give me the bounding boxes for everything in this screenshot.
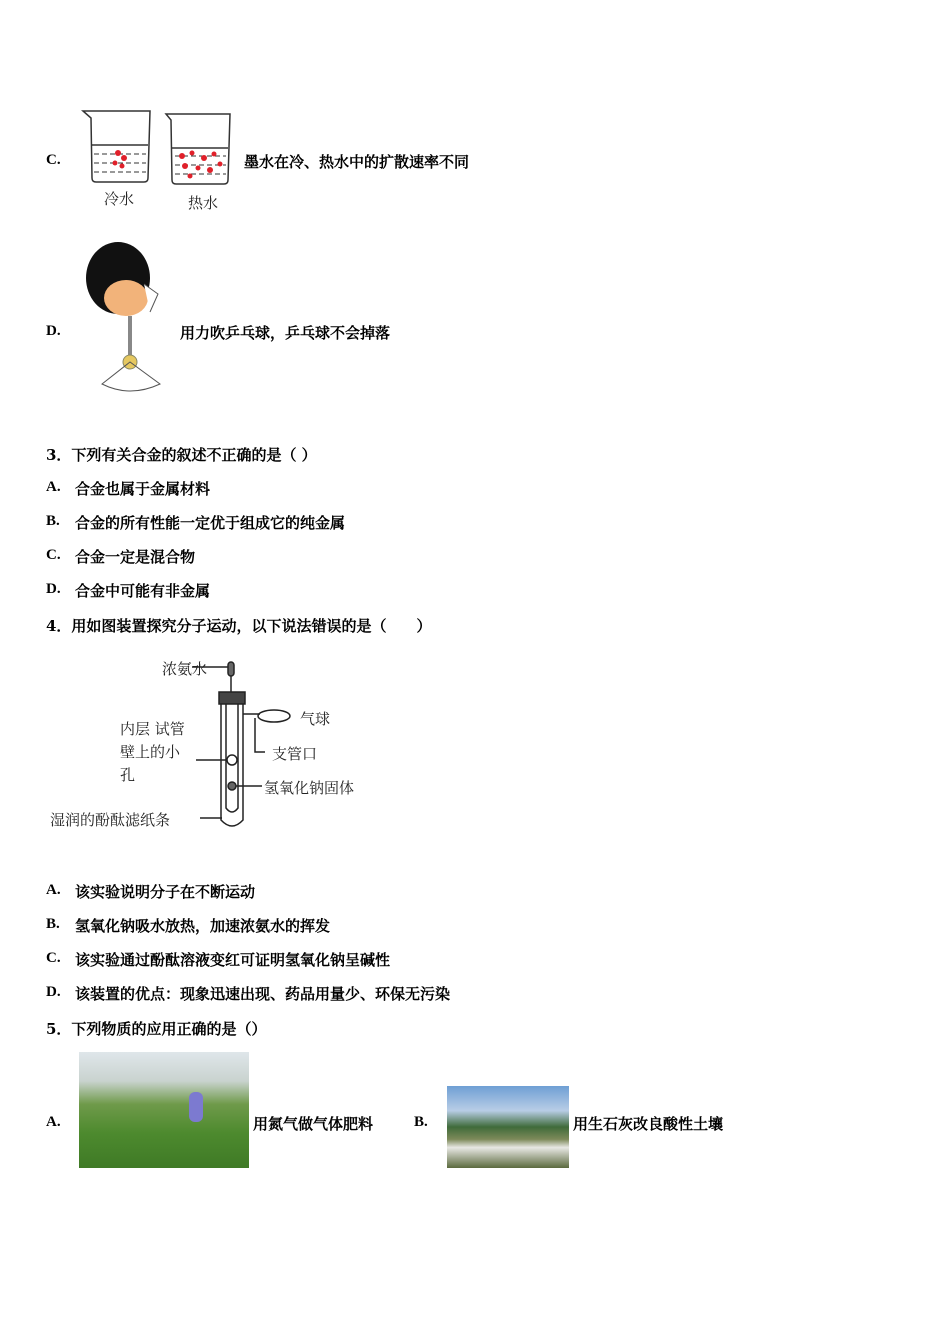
diagram-label: 孔 <box>120 766 136 784</box>
option-letter: D. <box>46 581 61 597</box>
option-letter: D. <box>46 984 61 1000</box>
option-letter: A. <box>46 882 61 898</box>
beakers-figure <box>80 108 240 188</box>
cold-water-label: 冷水 <box>104 190 135 208</box>
option-letter: B. <box>414 1114 428 1130</box>
option-letter: C. <box>46 547 61 563</box>
option-text: 合金中可能有非金属 <box>75 582 211 600</box>
option-text: 氢氧化钠吸水放热，加速浓氨水的挥发 <box>75 917 331 935</box>
option-letter: C. <box>46 152 61 168</box>
diagram-label: 氢氧化钠固体 <box>264 779 355 797</box>
option-letter: A. <box>46 479 61 495</box>
diagram-label: 浓氨水 <box>162 660 208 678</box>
question-stem: 4．用如图装置探究分子运动，以下说法错误的是（ ） <box>46 617 432 635</box>
diagram-label: 内层 试管 <box>120 720 185 738</box>
greenhouse-photo <box>79 1052 249 1168</box>
question-stem: 5．下列物质的应用正确的是（） <box>46 1020 267 1038</box>
option-letter: B. <box>46 916 60 932</box>
option-text: 合金一定是混合物 <box>75 548 196 566</box>
diagram-label: 支管口 <box>272 745 318 763</box>
option-letter: A. <box>46 1114 61 1130</box>
option-letter: B. <box>46 513 60 529</box>
diagram-label: 湿润的酚酞滤纸条 <box>50 811 171 829</box>
option-text: 用氮气做气体肥料 <box>253 1115 374 1133</box>
option-text: 墨水在冷、热水中的扩散速率不同 <box>244 153 470 171</box>
option-text: 该实验说明分子在不断运动 <box>75 883 256 901</box>
question-stem: 3．下列有关合金的叙述不正确的是（ ） <box>46 446 317 464</box>
option-text: 合金也属于金属材料 <box>75 480 211 498</box>
option-text: 用力吹乒乓球，乒乓球不会掉落 <box>180 324 391 342</box>
hot-water-label: 热水 <box>188 194 219 212</box>
option-text: 该实验通过酚酞溶液变红可证明氢氧化钠呈碱性 <box>75 951 391 969</box>
boy-blowing-pingpong-figure <box>82 236 172 398</box>
option-letter: D. <box>46 323 61 339</box>
option-text: 该装置的优点：现象迅速出现、药品用量少、环保无污染 <box>75 985 451 1003</box>
field-lime-photo <box>447 1086 569 1168</box>
option-text: 合金的所有性能一定优于组成它的纯金属 <box>75 514 346 532</box>
diagram-label: 气球 <box>300 710 331 728</box>
option-letter: C. <box>46 950 61 966</box>
option-text: 用生石灰改良酸性土壤 <box>573 1115 724 1133</box>
diagram-label: 壁上的小 <box>120 743 181 761</box>
